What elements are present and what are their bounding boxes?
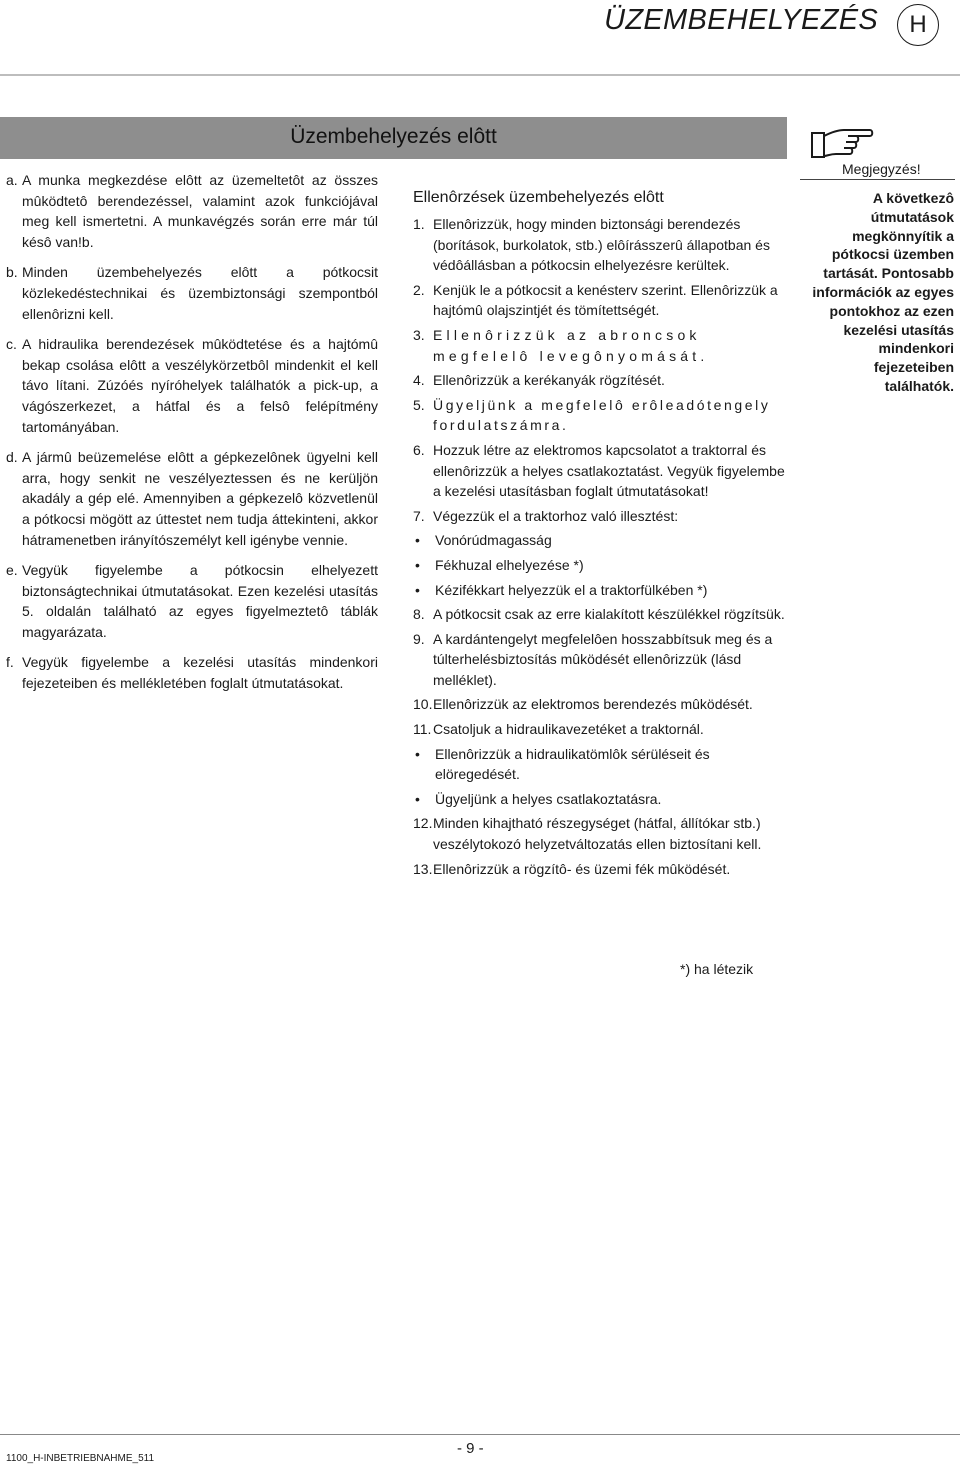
- checklist-step: 13. Ellenôrizzük a rögzítô- és üzemi fék mûködését.: [413, 860, 731, 877]
- instruction-item: f. Vegyük figyelembe a kezelési utasítás mindenkori fejezeteiben és mellékletében foglalt útmutatásokat.: [6, 654, 378, 692]
- checklist-step: 11. Csatoljuk a hidraulikavezetéket a traktornál.: [413, 721, 704, 738]
- bullet-item: • Vonórúdmagasság: [413, 530, 790, 551]
- section-title: Üzembehelyezés elôtt: [290, 125, 497, 148]
- general-instructions: [6, 170, 378, 704]
- language-badge: H: [897, 4, 939, 46]
- checklist-title: Ellenôrzések üzembehelyezés elôtt: [413, 189, 664, 206]
- checklist-step: 4. Ellenôrizzük a kerékanyák rögzítését.: [413, 372, 665, 389]
- page-number: - 9 -: [457, 1440, 484, 1457]
- instruction-item: e. Vegyük figyelembe a pótkocsin elhelyezett biztonságtechnikai útmutatásokat. Ezen kezelési utasítás 5. oldalán található az egyes figyelmeztetô táblák magyarázata.: [6, 562, 378, 640]
- checklist-step: 1. Ellenôrizzük, hogy minden biztonsági berendezés (borítások, burkolatok, stb.) elôírásszerû állapotban és védôállásban a pótkocsin elhelyezésre kerültek.: [413, 216, 770, 274]
- checklist-step: 2. Kenjük le a pótkocsit a kenésterv szerint. Ellenôrizzük a hajtómû olajszintjét és tömítettségét.: [413, 281, 778, 319]
- section-banner: [0, 117, 787, 159]
- instruction-item: d. A jármû beüzemelése elôtt a gépkezelônek ügyelni kell arra, hogy senkit ne veszélyeztessen és ne kerüljön akadály a gép elé. Amennyiben a gépkezelô közvetlenül a pótkocsi mögött az úttestet nem tudja áttekinteni, akkor hátramenetben irányítószemélyt kell igénybe vennie.: [6, 449, 378, 548]
- checklist-step: 5. Ügyeljünk a megfelelô erôleadótengely fordulatszámra.: [413, 396, 771, 434]
- note-text: A következô útmutatások megkönnyítik a pótkocsi üzemben tartását. Pontosabb információk az egyes pontokhoz az ezen kezelési utasítás mindenkori fejezeteiben találhatók.: [812, 190, 954, 394]
- note-label: Megjegyzés!: [842, 161, 921, 177]
- checklist-step: 7. Végezzük el a traktorhoz való illesztést:: [413, 507, 679, 524]
- checklist-step: 8. A pótkocsit csak az erre kialakított készülékkel rögzítsük.: [413, 606, 785, 623]
- document-code: 1100_H-INBETRIEBNAHME_511: [6, 1453, 155, 1464]
- checklist: [413, 188, 790, 883]
- checklist-step: 3. Ellenôrizzük az abroncsok megfelelô levegônyomását.: [413, 326, 709, 364]
- bullet-item: • Ügyeljünk a helyes csatlakoztatásra.: [413, 789, 790, 810]
- instruction-item: a. A munka megkezdése elôtt az üzemeltetôt az összes mûködtetô berendezéssel, valamint azok funkciójával meg kell ismertetni. A munkavégzés során erre már túl késô van!b.: [6, 172, 378, 250]
- checklist-step: 6. Hozzuk létre az elektromos kapcsolatot a traktorral és ellenôrizzük a helyes csatlakoztatást. Vegyük figyelembe a kezelési utasításban foglalt útmutatásokat!: [413, 441, 785, 500]
- instruction-item: b. Minden üzembehelyezés elôtt a pótkocsit közlekedéstechnikai és üzembiztonsági szempontból ellenôrizni kell.: [6, 264, 378, 322]
- page-header-title: ÜZEMBEHELYEZÉS: [604, 4, 878, 36]
- pointing-hand-icon: [810, 127, 874, 161]
- checklist-step: 10. Ellenôrizzük az elektromos berendezés mûködését.: [413, 696, 753, 713]
- bullet-item: • Kézifékkart helyezzük el a traktorfülkében *): [413, 580, 790, 601]
- instruction-item: c. A hidraulika berendezések mûködtetése és a hajtómû bekap csolása elôtt a veszélykörzetbôl mindenkit el kell távo lítani. Zúzóés nyíróhelyek találhatók a pick-up, a vágószerkezet, a hátfal és a felsô felépítmény tartományában.: [6, 336, 378, 435]
- footer-divider: [0, 1434, 960, 1435]
- bullet-item: • Fékhuzal elhelyezése *): [413, 555, 790, 576]
- checklist-step: 12. Minden kihajtható részegységet (hátfal, állítókar stb.) veszélytokozó helyzetváltozatás ellen biztosítani kell.: [413, 815, 762, 853]
- header-divider: [0, 74, 960, 76]
- checklist-step: 9. A kardántengelyt megfelelôen hosszabbítsuk meg és a túlterhelésbiztosítás mûködését ellenôrizzük (lásd melléklet).: [413, 630, 773, 688]
- bullet-item: • Ellenôrizzük a hidraulikatömlôk sérüléseit és elöregedését.: [413, 744, 790, 785]
- footnote: *) ha létezik: [680, 961, 754, 977]
- note-divider: [800, 179, 955, 180]
